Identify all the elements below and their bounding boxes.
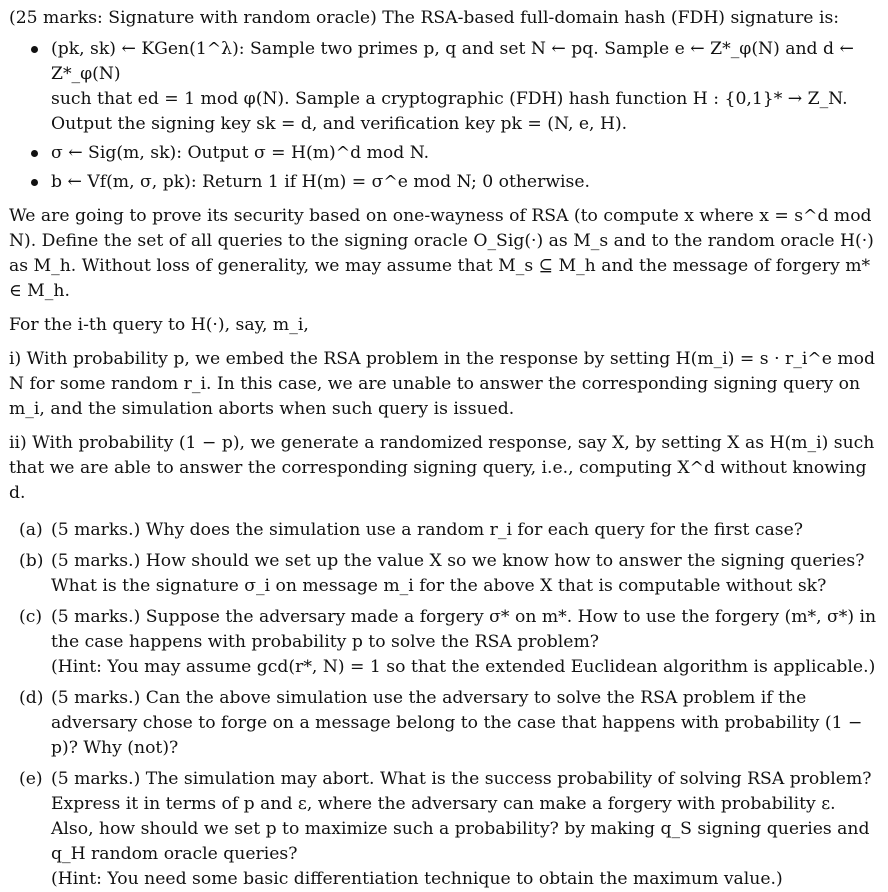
subquestion-a bbox=[19, 518, 878, 543]
keygen-line-2: such that ed = 1 mod φ(N). Sample a cryptographic (FDH) hash function H : {0,1}* → Z_N. bbox=[51, 89, 848, 109]
keygen-line-3: Output the signing key sk = d, and verification key pk = (N, e, H). bbox=[51, 114, 628, 134]
verify-item bbox=[29, 170, 878, 195]
subquestion-text-2: Also, how should we set p to maximize such a probability? by making q_S signing queries and q_H random oracle queries? bbox=[51, 819, 875, 864]
keygen-item bbox=[29, 37, 878, 137]
subquestion-text: (5 marks.) Can the above simulation use the adversary to solve the RSA problem if the adversary chose to forge on a message belong to the case that happens with probability (1 − p)? Why (not)? bbox=[51, 688, 868, 758]
question-header: (25 marks: Signature with random oracle) The RSA-based full-domain hash (FDH) signature is: bbox=[9, 8, 840, 28]
sign-line: σ ← Sig(m, sk): Output σ = H(m)^d mod N. bbox=[51, 143, 430, 163]
subquestion-text: (5 marks.) Why does the simulation use a random r_i for each query for the first case? bbox=[51, 520, 803, 540]
subquestion-label: (d) bbox=[19, 688, 44, 708]
verify-line: b ← Vf(m, σ, pk): Return 1 if H(m) = σ^e mod N; 0 otherwise. bbox=[51, 172, 590, 192]
subquestion-label: (a) bbox=[19, 520, 43, 540]
keygen-line-1: (pk, sk) ← KGen(1^λ): Sample two primes p, q and set N ← pq. Sample e ← Z*_φ(N) and d ← Z*_φ(N) bbox=[51, 39, 860, 84]
subquestion-b bbox=[19, 549, 878, 599]
bullet-icon bbox=[31, 179, 38, 186]
case-i-paragraph: i) With probability p, we embed the RSA problem in the response by setting H(m_i) = s · r_i^e mod N for some random r_i. In this case, we are unable to answer the corresponding signing query on m_i, and the simulation aborts when such query is issued. bbox=[9, 349, 881, 419]
subquestion-list bbox=[9, 518, 882, 892]
query-paragraph: For the i-th query to H(·), say, m_i, bbox=[9, 315, 309, 335]
subquestion-text: (5 marks.) How should we set up the value X so we know how to answer the signing queries? What is the signature σ_i on message m_i for the above X that is computable without sk? bbox=[51, 551, 870, 596]
subquestion-label: (c) bbox=[19, 607, 43, 627]
subquestion-e bbox=[19, 767, 878, 892]
subquestion-d bbox=[19, 686, 878, 761]
subquestion-c bbox=[19, 605, 882, 680]
subquestion-text: (5 marks.) The simulation may abort. What is the success probability of solving RSA problem? Express it in terms of p and ε, where the adversary can make a forgery with probability ε. bbox=[51, 769, 877, 814]
subquestion-label: (e) bbox=[19, 769, 43, 789]
case-ii-paragraph: ii) With probability (1 − p), we generate a randomized response, say X, by setting X as H(m_i) such that we are able to answer the corresponding signing query, i.e., computing X^d without knowing d. bbox=[9, 433, 880, 503]
subquestion-hint: (Hint: You may assume gcd(r*, N) = 1 so that the extended Euclidean algorithm is applicable.) bbox=[51, 657, 876, 677]
bullet-icon bbox=[31, 150, 38, 157]
subquestion-hint: (Hint: You need some basic differentiation technique to obtain the maximum value.) bbox=[51, 869, 783, 889]
subquestion-text: (5 marks.) Suppose the adversary made a forgery σ* on m*. How to use the forgery (m*, σ*) in the case happens with probability p to solve the RSA problem? bbox=[51, 607, 882, 652]
subquestion-label: (b) bbox=[19, 551, 44, 571]
fdh-algorithm-list bbox=[9, 37, 878, 195]
bullet-icon bbox=[31, 46, 38, 53]
security-paragraph: We are going to prove its security based on one-wayness of RSA (to compute x where x = s^d mod N). Define the set of all queries to the signing oracle O_Sig(·) as M_s and to the random oracle H(·) as M_h. Without loss of generality, we may assume that M_s ⊆ M_h and the message of forgery m* ∈ M_h. bbox=[9, 206, 880, 301]
sign-item bbox=[29, 141, 878, 166]
